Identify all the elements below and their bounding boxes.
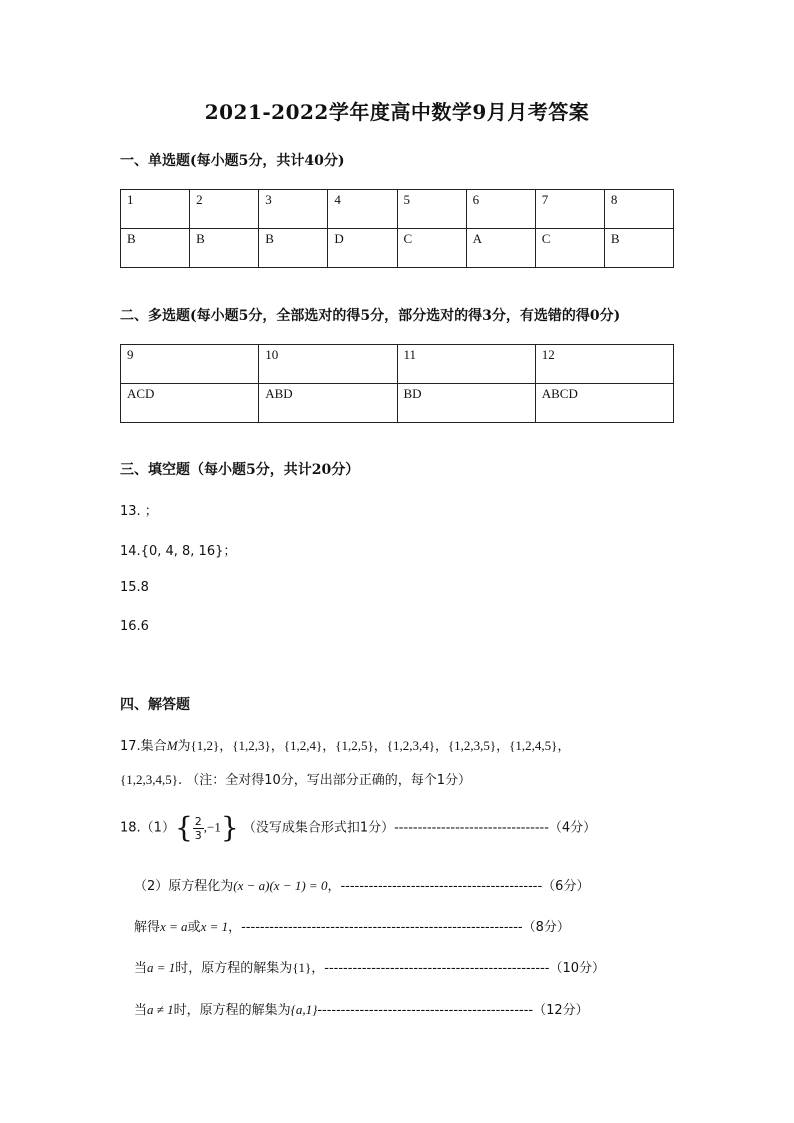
fraction	[193, 815, 204, 842]
answer-17-line-1	[120, 735, 570, 754]
answer-17-line-2	[120, 769, 471, 788]
answer-18-label: 18.（1）	[120, 820, 175, 836]
answer-18-case-2	[134, 999, 589, 1018]
case-2-when: 当	[134, 1003, 148, 1018]
answer-18-case-1	[134, 957, 605, 976]
case-2-tail: ----------------------------------------------（12分）	[317, 1003, 589, 1018]
case-1-when: 当	[134, 961, 148, 976]
answer-17-full-set: {1,2,3,4,5}	[120, 772, 178, 787]
solution-1: x = a	[160, 919, 188, 934]
single-choice-answer-table	[120, 189, 674, 268]
solve-or: 或	[187, 920, 201, 935]
answer-17-sets: {1,2}，{1,2,3}，{1,2,4}，{1,2,5}，{1,2,3,4}，{1,2,3,5}，{1,2,4,5}，	[190, 738, 571, 753]
table-cell: 7	[535, 190, 604, 229]
table-cell: BD	[397, 384, 535, 423]
solve-tail: ，------------------------------------------------------------（8分）	[228, 920, 570, 935]
answer-18-solve	[134, 916, 570, 935]
fraction-numerator: 2	[194, 814, 202, 828]
answer-18-note: （没写成集合形式扣1分）---------------------------------（4分）	[242, 820, 597, 836]
table-row	[121, 190, 674, 229]
section-4-heading: 四、解答题	[120, 697, 190, 713]
table-cell: 12	[535, 345, 673, 384]
table-cell: A	[466, 229, 535, 268]
table-cell: B	[259, 229, 328, 268]
part-2-label: （2）原方程化为	[134, 879, 234, 894]
answer-15: 15.8	[120, 580, 149, 595]
table-cell: 6	[466, 190, 535, 229]
case-1-set: {1}	[292, 960, 312, 975]
answer-13: 13. ；	[120, 504, 158, 519]
table-cell: 4	[328, 190, 397, 229]
table-cell: ABCD	[535, 384, 673, 423]
answer-18-part-1	[120, 811, 597, 848]
table-cell: 9	[121, 345, 259, 384]
set-rest: ,−1	[203, 819, 221, 835]
table-cell: B	[190, 229, 259, 268]
solution-2: x = 1	[200, 919, 229, 934]
answer-17-prefix: 17.集合	[120, 739, 167, 754]
fraction-denominator: 3	[194, 828, 202, 842]
part-2-tail: ，-------------------------------------------（6分）	[327, 879, 590, 894]
table-row	[121, 229, 674, 268]
table-cell: 8	[604, 190, 673, 229]
table-cell: 3	[259, 190, 328, 229]
set-m-symbol: M	[166, 738, 178, 753]
section-3-heading: 三、填空题（每小题5分，共计20分）	[120, 462, 360, 478]
case-2-text: 时，原方程的解集为	[173, 1003, 291, 1018]
table-cell: ABD	[259, 384, 397, 423]
table-cell: 5	[397, 190, 466, 229]
table-cell: 1	[121, 190, 190, 229]
answer-14: 14.{0, 4, 8, 16}；	[120, 544, 237, 559]
table-cell: 2	[190, 190, 259, 229]
table-cell: C	[397, 229, 466, 268]
table-row	[121, 345, 674, 384]
case-1-tail: ，------------------------------------------------（10分）	[311, 961, 606, 976]
page-title: 2021-2022学年度高中数学9月月考答案	[204, 100, 590, 124]
answer-17-note: . （注：全对得10分，写出部分正确的，每个1分）	[177, 773, 472, 788]
multi-choice-answer-table	[120, 344, 674, 423]
solve-label: 解得	[134, 920, 161, 935]
right-brace: }	[220, 811, 239, 844]
table-cell: 11	[397, 345, 535, 384]
left-brace: {	[174, 811, 193, 844]
table-cell: 10	[259, 345, 397, 384]
table-cell: B	[604, 229, 673, 268]
equation: (x − a)(x − 1) = 0	[233, 878, 328, 893]
table-cell: B	[121, 229, 190, 268]
case-1-text: 时，原方程的解集为	[175, 961, 293, 976]
case-1-condition: a = 1	[147, 960, 176, 975]
table-cell: D	[328, 229, 397, 268]
table-cell: ACD	[121, 384, 259, 423]
table-row	[121, 384, 674, 423]
section-1-heading: 一、单选题(每小题5分，共计40分)	[120, 153, 345, 169]
table-cell: C	[535, 229, 604, 268]
answer-17-is: 为	[177, 739, 191, 754]
answer-18-part-2	[134, 875, 589, 894]
case-2-set: {a,1}	[290, 1002, 318, 1017]
section-2-heading: 二、多选题(每小题5分，全部选对的得5分，部分选对的得3分，有选错的得0分)	[120, 308, 621, 324]
case-2-condition: a ≠ 1	[147, 1002, 174, 1017]
answer-16: 16.6	[120, 619, 149, 634]
